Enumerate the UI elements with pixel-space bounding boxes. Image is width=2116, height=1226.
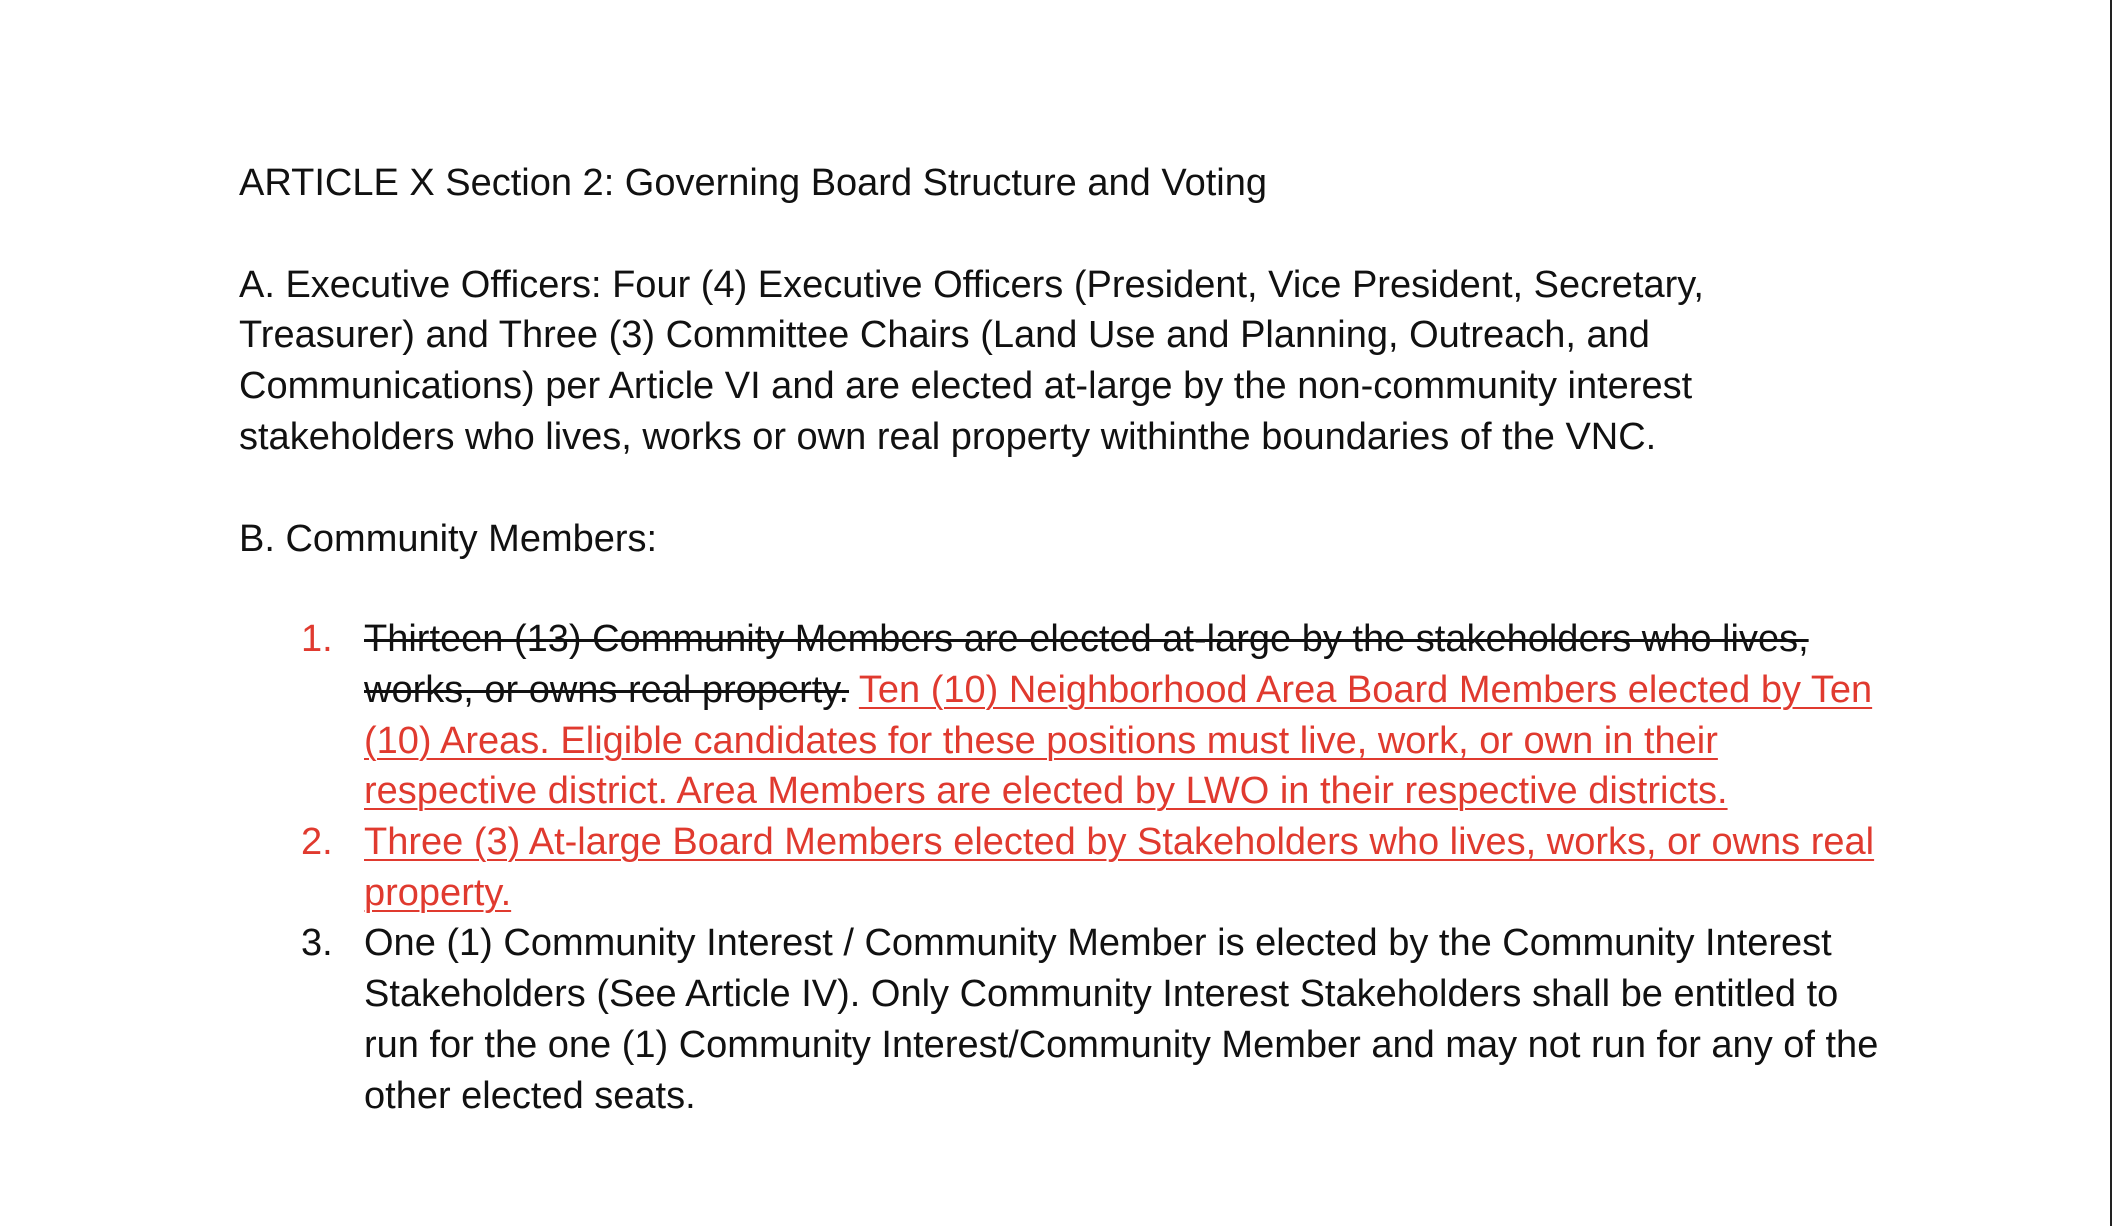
list-number: 3. bbox=[301, 922, 333, 965]
list-item bbox=[239, 918, 1879, 1121]
document-body bbox=[239, 158, 1879, 1121]
tracked-deletion: Thirteen (13) Community Members are elected at-large by the stakeholders who lives, works, or owns real property. bbox=[364, 618, 1809, 711]
article-title: ARTICLE X Section 2: Governing Board Structure and Voting bbox=[239, 162, 1267, 204]
list-number: 1. bbox=[301, 618, 333, 661]
tracked-insertion: Three (3) At-large Board Members elected by Stakeholders who lives, works, or owns real property. bbox=[364, 821, 1875, 914]
list-number: 2. bbox=[301, 821, 333, 864]
tracked-insertion: Ten (10) Neighborhood Area Board Members elected by Ten (10) Areas. Eligible candidates for these positions must live, work, or own in their respective district. Area Members are elected by LWO in their respective districts. bbox=[364, 668, 1873, 813]
section-b-heading: B. Community Members: bbox=[239, 517, 658, 560]
list-item-text: One (1) Community Interest / Community Member is elected by the Community Interest Stakeholders (See Article IV). Only Community Interest Stakeholders shall be entitled to run for the one (1) Community Interest/Community Member and may not run for any of the other elected seats. bbox=[364, 922, 1879, 1117]
section-a-paragraph: A. Executive Officers: Four (4) Executive Officers (President, Vice President, Secretary, Treasurer) and Three (3) Committee Chairs (Land Use and Planning, Outreach, and Communications) per Article VI and are elected at-large by the non-community interest stakeholders who lives, works or own real property withinthe boundaries of the VNC. bbox=[239, 263, 1704, 458]
page-edge-divider bbox=[2110, 0, 2112, 1226]
community-members-list bbox=[239, 614, 1879, 1121]
list-item bbox=[239, 817, 1879, 918]
list-item bbox=[239, 614, 1879, 817]
